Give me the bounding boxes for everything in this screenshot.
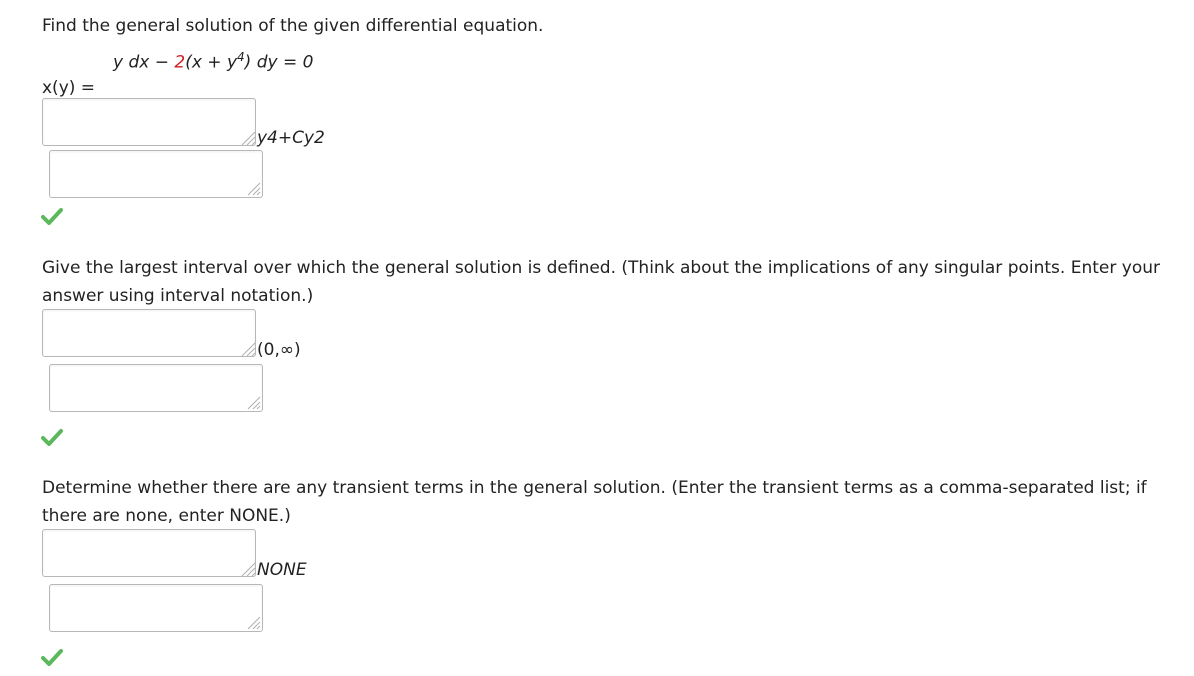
question-1-prompt: Find the general solution of the given differential equation. (42, 16, 544, 36)
check-icon (41, 648, 63, 666)
resize-grip-icon (247, 396, 261, 410)
equation-coefficient: 2 (174, 52, 186, 73)
answer-input-1[interactable] (42, 98, 256, 146)
equation-part-1: y dx − (113, 52, 175, 73)
resize-grip-icon[interactable] (240, 561, 256, 577)
question-2-prompt: Give the largest interval over which the general solution is defined. (Think about the implications of any singular points. Enter your answer using interval notation.) (42, 258, 1160, 306)
equation-exponent: 4 (237, 50, 245, 64)
resize-grip-icon (247, 182, 261, 196)
submitted-answer-2: (0,∞) (257, 340, 301, 360)
check-icon (41, 428, 63, 446)
answer-input-2[interactable] (42, 309, 256, 357)
correct-answer-box-3 (49, 584, 263, 632)
check-icon (41, 207, 63, 225)
resize-grip-icon (247, 616, 261, 630)
equation-part-2: (x + y (185, 52, 238, 73)
correct-answer-box-2 (49, 364, 263, 412)
answer-input-3[interactable] (42, 529, 256, 577)
differential-equation (113, 50, 313, 73)
question-3-prompt: Determine whether there are any transient terms in the general solution. (Enter the transient terms as a comma-separated list; if there are none, enter NONE.) (42, 478, 1147, 526)
solution-label: x(y) = (42, 78, 96, 98)
resize-grip-icon[interactable] (240, 130, 256, 146)
submitted-answer-1: y4+Cy2 (257, 128, 325, 148)
correct-answer-box-1 (49, 150, 263, 198)
submitted-answer-3: NONE (257, 560, 307, 580)
equation-part-3: ) dy = 0 (244, 52, 314, 73)
resize-grip-icon[interactable] (240, 341, 256, 357)
